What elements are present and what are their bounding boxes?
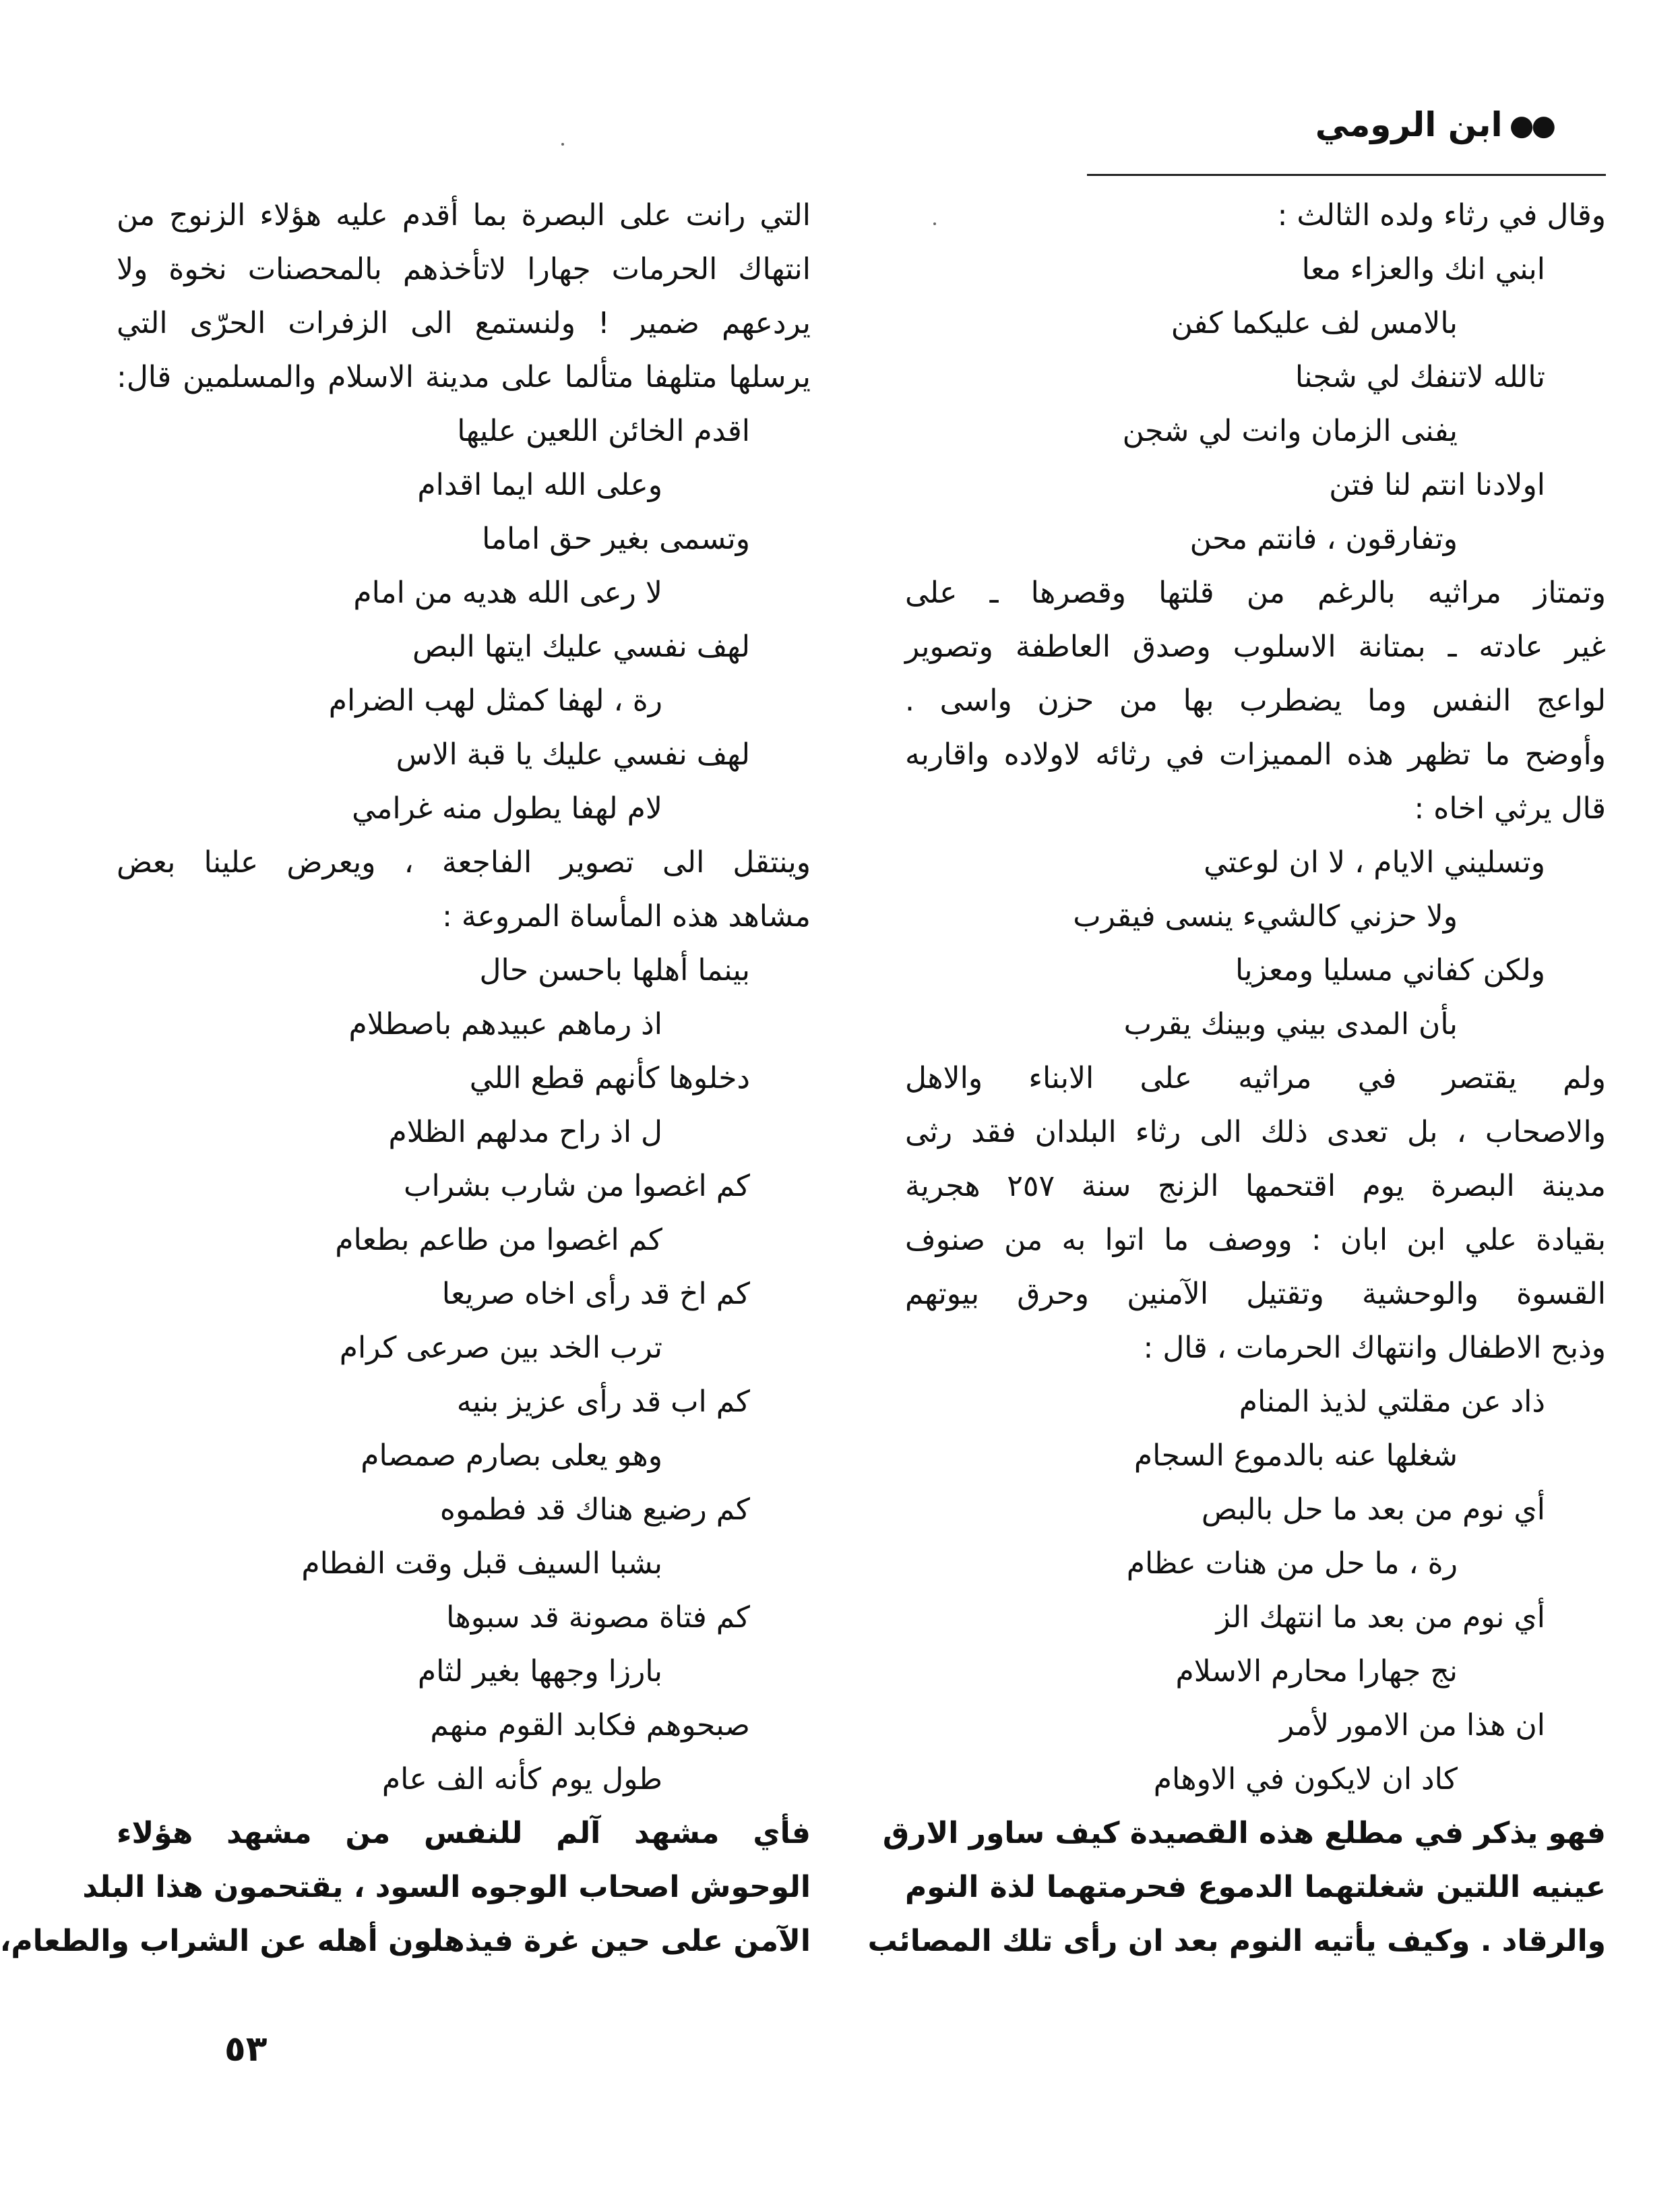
verse-first-hemistich: اقدم الخائن اللعين عليها [457, 414, 750, 448]
verse-first-hemistich: ذاد عن مقلتي لذيذ المنام [1239, 1385, 1545, 1419]
scan-speck [933, 222, 936, 225]
prose-line: القسوة والوحشية وتقتيل الآمنين وحرق بيوتهم [905, 1277, 1606, 1311]
verse-first-hemistich: كم اب قد رأى عزيز بنيه [456, 1385, 750, 1419]
running-header [1315, 105, 1553, 144]
prose-line: بقيادة علي ابن ابان : ووصف ما اتوا به من صنوف [905, 1223, 1606, 1257]
prose-line: قال يرثي اخاه : [1414, 791, 1606, 826]
prose-line: وذبح الاطفال وانتهاك الحرمات ، قال : [1143, 1331, 1606, 1365]
left-column [0, 189, 811, 1968]
header-title-text: ابن الرومي [1315, 105, 1503, 144]
verse-second-hemistich: ل اذ راح مدلهم الظلام [388, 1115, 662, 1149]
prose-line: الآمن على حين غرة فيذهلون أهله عن الشراب والطعام، [0, 1924, 811, 1958]
verse-second-hemistich: شغلها عنه بالدموع السجام [1133, 1438, 1458, 1473]
prose-line: والرقاد . وكيف يأتيه النوم بعد ان رأى تلك المصائب [867, 1924, 1606, 1958]
prose-line: انتهاك الحرمات جهارا لاتأخذهم بالمحصنات نخوة ولا [117, 252, 811, 286]
prose-line: لواعج النفس وما يضطرب بها من حزن واسى . [905, 684, 1606, 718]
right-column [867, 189, 1606, 1968]
prose-line: الوحوش اصحاب الوجوه السود ، يقتحمون هذا البلد [82, 1870, 811, 1904]
prose-line: ولم يقتصر في مراثيه على الابناء والاهل [905, 1061, 1606, 1095]
page-number: ٥٣ [224, 2029, 268, 2069]
scan-speck [561, 143, 564, 146]
verse-first-hemistich: كم رضيع هناك قد فطموه [439, 1492, 750, 1527]
verse-second-hemistich: وتفارقون ، فانتم محن [1189, 522, 1458, 556]
verse-first-hemistich: وتسليني الايام ، لا ان لوعتي [1204, 845, 1545, 880]
verse-second-hemistich: ترب الخد بين صرعى كرام [339, 1331, 662, 1365]
verse-first-hemistich: ان هذا من الامور لأمر [1280, 1708, 1545, 1743]
verse-second-hemistich: طول يوم كأنه الف عام [381, 1762, 662, 1796]
prose-line: وأوضح ما تظهر هذه المميزات في رثائه لاولاده واقاربه [905, 737, 1606, 772]
verse-second-hemistich: ولا حزني كالشيء ينسى فيقرب [1073, 899, 1458, 934]
verse-second-hemistich: بارزا وجهها بغير لثام [417, 1654, 662, 1689]
verse-first-hemistich: ابني انك والعزاء معا [1301, 252, 1545, 286]
verse-second-hemistich: رة ، ما حل من هنات عظام [1126, 1546, 1458, 1581]
verse-first-hemistich: كم فتاة مصونة قد سبوها [446, 1600, 750, 1635]
prose-line: وينتقل الى تصوير الفاجعة ، ويعرض علينا بعض [117, 845, 811, 880]
verse-second-hemistich: رة ، لهفا كمثل لهب الضرام [328, 684, 662, 718]
prose-line: مشاهد هذه المأساة المروعة : [442, 899, 811, 934]
prose-line: عينيه اللتين شغلتهما الدموع فحرمتهما لذة النوم [905, 1870, 1606, 1904]
verse-second-hemistich: كم اغصوا من طاعم بطعام [335, 1223, 662, 1257]
prose-line: فهو يذكر في مطلع هذه القصيدة كيف ساور الارق [882, 1816, 1606, 1850]
verse-second-hemistich: بالامس لف عليكما كفن [1171, 306, 1458, 340]
verse-first-hemistich: صبحوهم فكابد القوم منهم [430, 1708, 750, 1743]
verse-second-hemistich: يفنى الزمان وانت لي شجن [1122, 414, 1458, 448]
verse-first-hemistich: اولادنا انتم لنا فتن [1329, 468, 1545, 502]
verse-first-hemistich: تالله لاتنفك لي شجنا [1295, 360, 1545, 394]
prose-line: وتمتاز مراثيه بالرغم من قلتها وقصرها ـ على [905, 576, 1606, 610]
prose-line: مدينة البصرة يوم اقتحمها الزنج سنة ٢٥٧ هجرية [905, 1169, 1606, 1203]
verse-second-hemistich: بأن المدى بيني وبينك يقرب [1123, 1007, 1458, 1041]
prose-line: يردعهم ضمير ! ولنستمع الى الزفرات الحرّى التي [117, 306, 811, 340]
verse-second-hemistich: لا رعى الله هديه من امام [353, 576, 662, 610]
header-bullets-icon: ●● [1509, 108, 1553, 142]
prose-line: فأي مشهد آلم للنفس من مشهد هؤلاء [117, 1816, 811, 1850]
verse-first-hemistich: أي نوم من بعد ما انتهك الز [1216, 1600, 1545, 1635]
verse-first-hemistich: كم اغصوا من شارب بشراب [404, 1169, 750, 1203]
verse-first-hemistich: لهف نفسي عليك ايتها البص [412, 630, 750, 664]
verse-first-hemistich: دخلوها كأنهم قطع اللي [469, 1061, 750, 1095]
prose-line: يرسلها متلهفا متألما على مدينة الاسلام والمسلمين قال: [117, 360, 811, 394]
verse-first-hemistich: بينما أهلها باحسن حال [479, 953, 750, 988]
prose-line: غير عادته ـ بمتانة الاسلوب وصدق العاطفة وتصوير [905, 630, 1606, 664]
verse-second-hemistich: اذ رماهم عبيدهم باصطلام [348, 1007, 662, 1041]
verse-second-hemistich: كاد ان لايكون في الاوهام [1153, 1762, 1458, 1796]
verse-first-hemistich: أي نوم من بعد ما حل بالبص [1201, 1492, 1545, 1527]
verse-second-hemistich: نج جهارا محارم الاسلام [1175, 1654, 1458, 1689]
verse-first-hemistich: لهف نفسي عليك يا قبة الاس [396, 737, 750, 772]
verse-first-hemistich: كم اخ قد رأى اخاه صريعا [441, 1277, 750, 1311]
header-rule [1087, 174, 1606, 176]
prose-line: وقال في رثاء ولده الثالث : [1277, 198, 1606, 233]
verse-first-hemistich: ولكن كفاني مسليا ومعزيا [1235, 953, 1545, 988]
prose-line: والاصحاب ، بل تعدى ذلك الى رثاء البلدان فقد رثى [905, 1115, 1606, 1149]
verse-second-hemistich: وهو يعلى بصارم صمصام [361, 1438, 662, 1473]
prose-line: التي رانت على البصرة بما أقدم عليه هؤلاء الزنوج من [117, 198, 811, 233]
verse-second-hemistich: وعلى الله ايما اقدام [417, 468, 662, 502]
verse-first-hemistich: وتسمى بغير حق اماما [482, 522, 750, 556]
verse-second-hemistich: بشبا السيف قبل وقت الفطام [301, 1546, 662, 1581]
verse-second-hemistich: لام لهفا يطول منه غرامي [352, 791, 662, 826]
